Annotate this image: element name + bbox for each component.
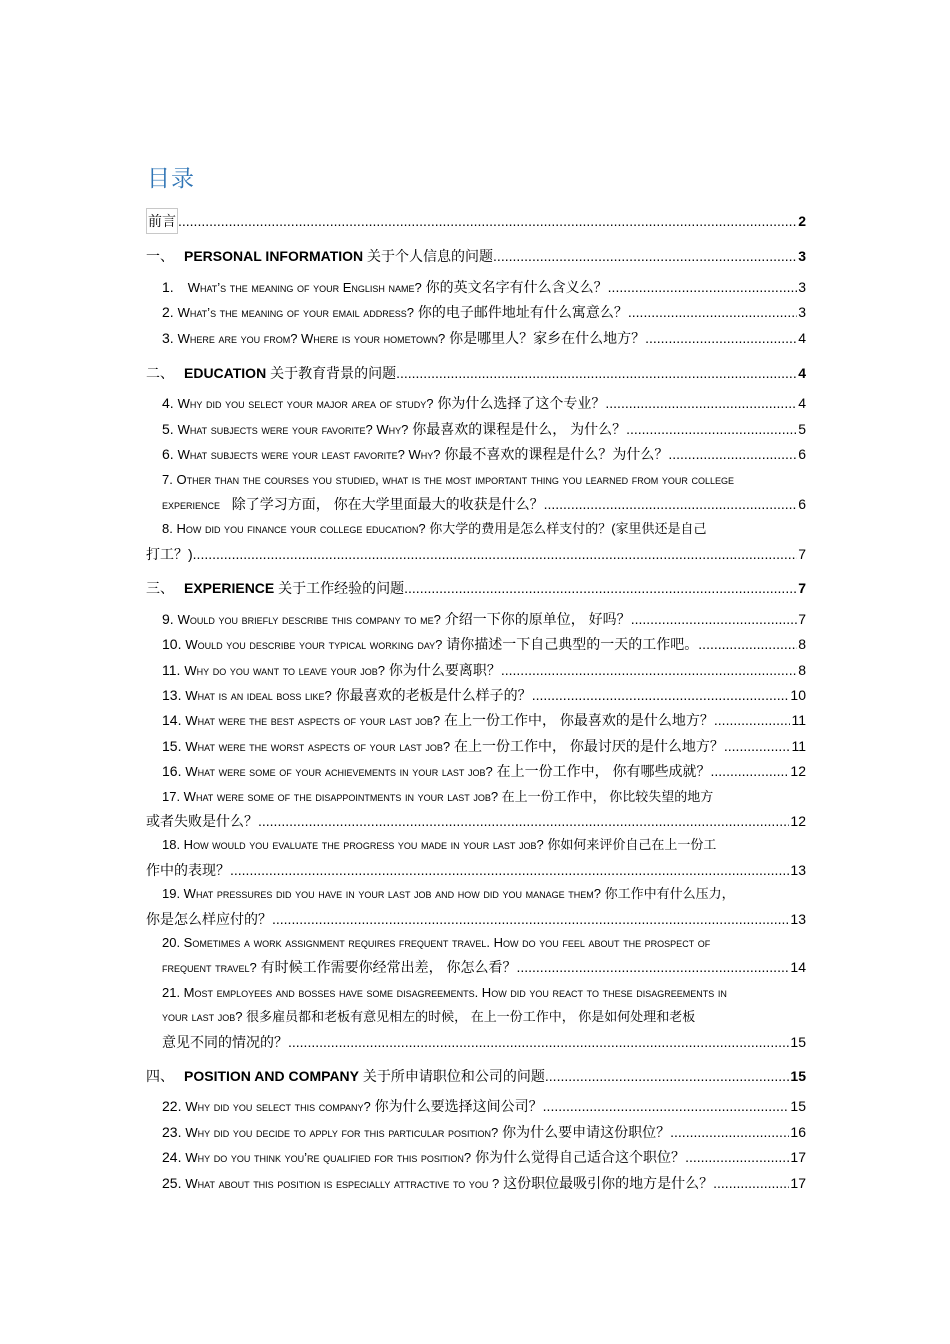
toc-entry-preface[interactable]: [146, 208, 806, 234]
dot-leader: [685, 1145, 789, 1169]
dot-leader: [396, 361, 797, 385]
question-number: 22.: [162, 1098, 182, 1115]
dot-leader: [230, 858, 789, 882]
toc-section-position-and-company[interactable]: [146, 1064, 806, 1088]
question-line: 17. What were some of the disappointments in your last job? 在上一份工作中， 你比较失望的地方: [162, 788, 714, 804]
toc-entry-q6[interactable]: [146, 442, 806, 467]
dot-leader: [516, 955, 789, 979]
toc-entry-q13[interactable]: [146, 683, 806, 708]
question-zh: 在上一份工作中， 你最讨厌的是什么地方？: [454, 737, 724, 754]
section-title-en: EXPERIENCE: [184, 580, 275, 597]
section-number: 三、: [146, 580, 174, 597]
toc-page-number: 15: [790, 1068, 806, 1084]
toc-page-number: 3: [798, 304, 806, 321]
toc-page-number: 2: [798, 213, 806, 229]
toc-page-number: 11: [791, 737, 806, 754]
toc-page-number: 16: [790, 1123, 806, 1140]
dot-leader: [714, 708, 791, 732]
toc-page-number: 10: [790, 686, 806, 703]
toc-page-number: 13: [790, 910, 806, 927]
question-zh: 介绍一下你的原单位， 好吗？: [444, 610, 631, 627]
question-zh: 有时候工作需要你经常出差， 你怎么看？: [260, 959, 517, 976]
question-zh: 你的电子邮件地址有什么寓意么？: [417, 304, 628, 321]
question-line: 20. Sometimes a work assignment requires frequent travel. How do you feel about the prospect of: [162, 934, 711, 950]
dot-leader: [258, 809, 789, 833]
section-title-en: POSITION AND COMPANY: [184, 1068, 360, 1084]
question-en: What about this position is especially attractive to you ?: [185, 1175, 500, 1191]
toc-page-number: 17: [790, 1174, 806, 1191]
toc-entry-q20[interactable]: [146, 931, 806, 981]
section-number: 四、: [146, 1068, 174, 1084]
dot-leader: [404, 576, 797, 600]
question-zh: 你是怎么样应付的？: [146, 910, 272, 927]
section-title-zh: 关于个人信息的问题: [367, 248, 494, 265]
toc-entry-q24[interactable]: [146, 1145, 806, 1170]
question-line: experience: [162, 497, 221, 513]
question-number: 23.: [162, 1123, 182, 1140]
dot-leader: [631, 607, 798, 631]
toc-entry-q18[interactable]: [146, 833, 806, 882]
question-en: Why do you think you’re qualified for this position?: [185, 1150, 472, 1166]
question-zh: 你最喜欢的老板是什么样子的？: [335, 686, 532, 703]
toc-page-number: 7: [798, 610, 806, 627]
toc-entry-q4[interactable]: [146, 391, 806, 416]
toc-section-personal-information[interactable]: [146, 244, 806, 268]
toc-page-number: 12: [790, 812, 806, 829]
toc-page-number: 3: [798, 248, 806, 265]
question-zh: 这份职位最吸引你的地方是什么？: [503, 1174, 714, 1191]
question-zh: 你为什么觉得自己适合这个职位？: [475, 1149, 686, 1166]
dot-leader: [545, 1064, 790, 1088]
toc-entry-q5[interactable]: [146, 417, 806, 442]
section-title-en: EDUCATION: [184, 365, 267, 382]
toc-page-number: 8: [798, 661, 806, 678]
toc-page-number: 4: [798, 329, 806, 346]
toc-page-number: 5: [798, 420, 806, 437]
section-title-zh: 关于所申请职位和公司的问题: [362, 1068, 545, 1084]
section-title-en: PERSONAL INFORMATION: [184, 248, 364, 265]
toc-section-education[interactable]: [146, 361, 806, 385]
toc-page-number: 13: [790, 861, 806, 878]
question-line: 19. What pressures did you have in your last job and how did you manage them? 你工作中有什么压力，: [162, 886, 735, 902]
dot-leader: [645, 326, 797, 350]
dot-leader: [193, 542, 798, 566]
question-number: 14.: [162, 712, 182, 729]
question-zh: 你为什么选择了这个专业？: [437, 395, 606, 412]
question-en: Why did you select your major area of study?: [177, 396, 434, 412]
question-number: 2.: [162, 304, 174, 321]
question-en: What subjects were your least favorite? Why?: [177, 447, 441, 463]
toc-page-number: 15: [790, 1033, 806, 1050]
toc-page-number: 14: [790, 959, 806, 976]
question-line: frequent travel?: [162, 960, 257, 976]
toc-title: 目录: [147, 166, 195, 192]
dot-leader: [605, 391, 797, 415]
toc-entry-q16[interactable]: [146, 759, 806, 784]
toc-entry-q19[interactable]: [146, 882, 806, 931]
question-zh: 除了学习方面， 你在大学里面最大的收获是什么？: [231, 496, 544, 513]
question-en: Where are you from? Where is your hometown?: [177, 330, 446, 346]
question-en: Would you describe your typical working day?: [185, 637, 443, 653]
table-of-contents: [146, 208, 806, 1196]
question-zh: 作中的表现？: [146, 861, 230, 878]
question-zh: 在上一份工作中， 你最喜欢的是什么地方？: [444, 712, 714, 729]
dot-leader: [608, 275, 798, 299]
question-zh: 你最喜欢的课程是什么， 为什么？: [412, 420, 627, 437]
question-number: 9.: [162, 610, 174, 627]
section-title-zh: 关于工作经验的问题: [278, 580, 405, 597]
dot-leader: [288, 1030, 789, 1054]
question-number: 24.: [162, 1149, 182, 1166]
dot-leader: [532, 683, 790, 707]
question-line: 21. Most employees and bosses have some disagreements. How did you react to these disagreements in: [162, 984, 727, 1000]
question-en: Would you briefly describe this company to me?: [177, 611, 441, 627]
dot-leader: [668, 442, 797, 466]
question-number: 5.: [162, 420, 174, 437]
toc-entry-q11[interactable]: [146, 658, 806, 683]
question-zh: 请你描述一下自己典型的一天的工作吧。: [446, 636, 699, 653]
dot-leader: [670, 1120, 789, 1144]
toc-entry-q15[interactable]: [146, 734, 806, 759]
question-number: 11.: [162, 661, 181, 678]
toc-entry-q23[interactable]: [146, 1120, 806, 1145]
dot-leader: [713, 1171, 789, 1195]
question-number: 6.: [162, 446, 174, 463]
toc-page-number: 8: [798, 636, 806, 653]
question-zh: 你的英文名字有什么含义么？: [425, 278, 608, 295]
question-number: 25.: [162, 1174, 182, 1191]
toc-page-number: 17: [790, 1149, 806, 1166]
question-en: What subjects were your favorite? Why?: [177, 421, 409, 437]
toc-entry-q22[interactable]: [146, 1094, 806, 1119]
question-zh: 打工？): [146, 545, 193, 562]
dot-leader: [544, 492, 798, 516]
question-en: What were the best aspects of your last job?: [185, 713, 441, 729]
question-number: 1.: [162, 278, 174, 295]
question-en: Why did you decide to apply for this particular position?: [185, 1124, 499, 1140]
toc-section-experience[interactable]: [146, 576, 806, 600]
question-number: 10.: [162, 636, 182, 653]
question-number: 16.: [162, 763, 182, 780]
toc-page-number: 7: [798, 580, 806, 597]
question-line: 7. Other than the courses you studied, what is the most important thing you learned from your college: [162, 471, 735, 487]
dot-leader: [493, 244, 797, 268]
toc-page-number: 15: [790, 1098, 806, 1115]
question-en: Why do you want to leave your job?: [184, 662, 385, 678]
question-zh: 你最不喜欢的课程是什么？为什么？: [444, 446, 669, 463]
question-zh: 你是哪里人？家乡在什么地方？: [449, 329, 646, 346]
toc-page-number: 4: [798, 395, 806, 412]
toc-entry-q14[interactable]: [146, 708, 806, 733]
dot-leader: [501, 658, 797, 682]
dot-leader: [543, 1094, 790, 1118]
toc-entry-q7[interactable]: [146, 468, 806, 518]
toc-page-number: 3: [798, 278, 806, 295]
question-zh: 或者失败是什么？: [146, 812, 258, 829]
toc-page-number: 6: [798, 496, 806, 513]
question-zh: 你为什么要选择这间公司？: [374, 1098, 543, 1115]
question-number: 13.: [162, 686, 182, 703]
question-line: 8. How did you finance your college education? 你大学的费用是怎么样支付的？(家里供还是自己: [162, 521, 707, 537]
toc-entry-q1[interactable]: [146, 275, 806, 300]
question-en: Why did you select this company?: [185, 1099, 371, 1115]
toc-entry-q2[interactable]: [146, 300, 806, 325]
toc-page-number: 11: [791, 712, 806, 729]
dot-leader: [272, 907, 789, 931]
dot-leader: [178, 209, 797, 233]
question-en: What’s the meaning of your English name?: [187, 279, 422, 295]
question-en: What were some of your achievements in your last job?: [185, 764, 493, 780]
question-number: 3.: [162, 329, 174, 346]
toc-page-number: 7: [798, 545, 806, 562]
dot-leader: [628, 300, 797, 324]
question-number: 15.: [162, 737, 182, 754]
question-number: 4.: [162, 395, 174, 412]
question-zh: 你为什么要离职？: [388, 661, 501, 678]
dot-leader: [724, 734, 791, 758]
toc-entry-q3[interactable]: [146, 326, 806, 351]
dot-leader: [711, 759, 790, 783]
toc-entry-q9[interactable]: [146, 607, 806, 632]
toc-entry-q25[interactable]: [146, 1171, 806, 1196]
question-line: your last job? 很多雇员都和老板有意见相左的时候， 在上一份工作中， 你是如何处理和老板: [162, 1009, 696, 1025]
toc-entry-q8[interactable]: [146, 517, 806, 566]
question-en: What were the worst aspects of your last job?: [185, 738, 451, 754]
toc-page-number: 12: [790, 763, 806, 780]
question-zh: 你为什么要申请这份职位？: [502, 1123, 671, 1140]
question-en: What is an ideal boss like?: [185, 687, 332, 703]
dot-leader: [698, 632, 797, 656]
question-zh: 在上一份工作中， 你有哪些成就？: [496, 763, 711, 780]
toc-entry-label: 前言: [146, 208, 178, 234]
section-title-zh: 关于教育背景的问题: [270, 365, 397, 382]
section-number: 二、: [146, 365, 174, 382]
question-zh: 意见不同的情况的？: [162, 1033, 288, 1050]
toc-entry-q17[interactable]: [146, 785, 806, 834]
toc-page-number: 6: [798, 446, 806, 463]
toc-page-number: 4: [798, 365, 806, 382]
question-en: What’s the meaning of your email address?: [177, 305, 414, 321]
toc-entry-q21[interactable]: [146, 981, 806, 1054]
dot-leader: [626, 417, 797, 441]
toc-entry-q10[interactable]: [146, 632, 806, 657]
question-line: 18. How would you evaluate the progress you made in your last job? 你如何来评价自己在上一份工: [162, 837, 717, 853]
section-number: 一、: [146, 248, 174, 265]
